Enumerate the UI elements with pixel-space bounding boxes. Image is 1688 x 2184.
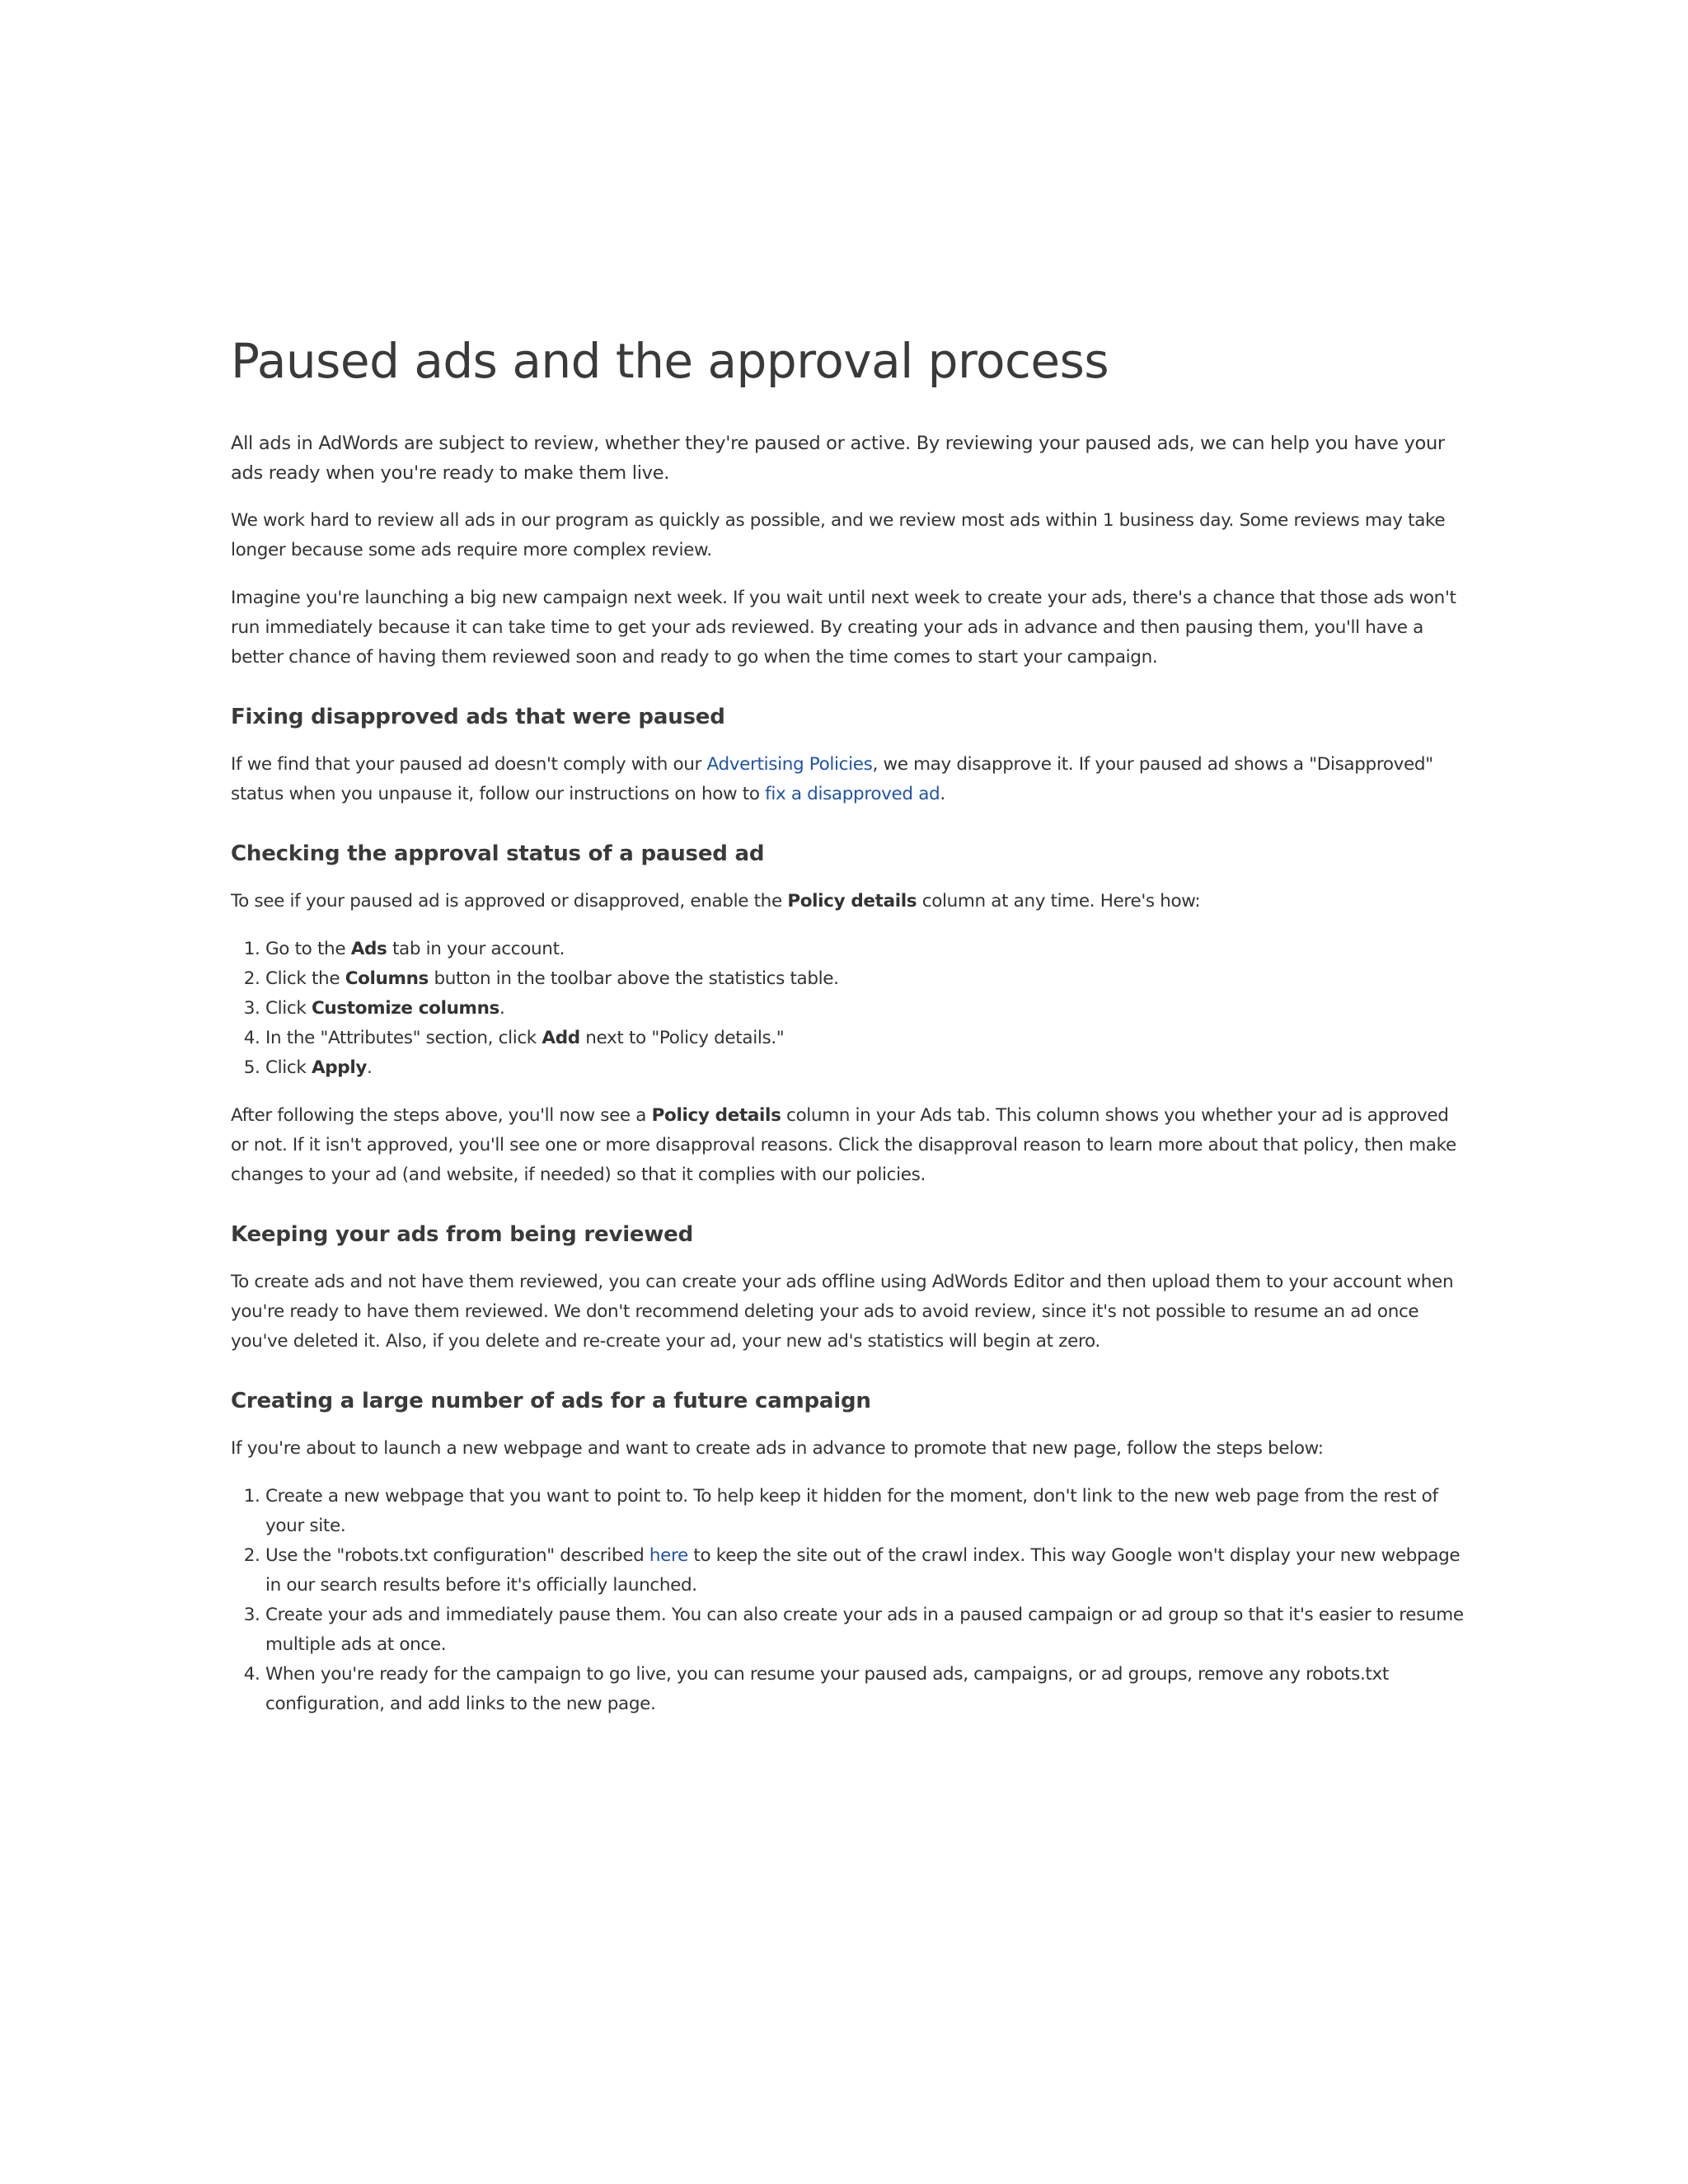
fixing-text-1: If we find that your paused ad doesn't comply with our: [231, 754, 707, 775]
step-text: .: [499, 998, 505, 1019]
advertising-policies-link[interactable]: Advertising Policies: [706, 754, 873, 775]
list-item: [265, 1053, 1467, 1083]
checking-after-text-2: column in your Ads tab. This column shows you whether your ad is approved or not. If it isn't approved, you'll see one or more disapproval reasons. Click the disapproval reason to learn more about that policy, then make changes to your ad (and website, if needed) so that it complies with our policies.: [231, 1105, 1456, 1185]
creating-steps-list: [231, 1482, 1467, 1719]
fix-disapproved-ad-link[interactable]: fix a disapproved ad: [765, 784, 940, 804]
step-text: Click: [265, 1057, 312, 1078]
article: [231, 330, 1467, 1737]
intro-paragraph-2: We work hard to review all ads in our program as quickly as possible, and we review most ads within 1 business day. Some reviews may take longer because some ads require more complex review.: [231, 510, 1446, 560]
step-bold: Add: [542, 1028, 580, 1048]
list-item: [265, 994, 1467, 1024]
heading-keeping-ads: Keeping your ads from being reviewed: [231, 1222, 694, 1247]
fixing-text-2: , we may disapprove it. If your paused ad shows a "Disapproved" status when you unpause it, follow our instructions on how to: [231, 754, 1433, 804]
list-item: [265, 1024, 1467, 1053]
step-text: .: [367, 1057, 373, 1078]
intro-paragraph-1: All ads in AdWords are subject to review, whether they're paused or active. By reviewing your paused ads, we can help you have your ads ready when you're ready to make them live.: [231, 433, 1445, 484]
step-text: to keep the site out of the crawl index. This way Google won't display your new webpage in our search results before it's officially launched.: [265, 1545, 1461, 1596]
keeping-paragraph: To create ads and not have them reviewed, you can create your ads offline using AdWords Editor and then upload them to your account when you're ready to have them reviewed. We don't recommend deleting your ads to avoid review, since it's not possible to resume an ad once you've deleted it. Also, if you delete and re-create your ad, your new ad's statistics will begin at zero.: [231, 1272, 1454, 1352]
step-text: Use the "robots.txt configuration" described: [265, 1545, 649, 1566]
heading-fixing-disapproved: Fixing disapproved ads that were paused: [231, 705, 725, 729]
heading-checking-status: Checking the approval status of a paused ad: [231, 841, 765, 866]
intro-paragraph-3: Imagine you're launching a big new campaign next week. If you wait until next week to create your ads, there's a chance that those ads won't run immediately because it can take time to get your ads reviewed. By creating your ads in advance and then pausing them, you'll have a better chance of having them reviewed soon and ready to go when the time comes to start your campaign.: [231, 588, 1456, 668]
step-text: In the "Attributes" section, click: [265, 1028, 542, 1048]
step-text: button in the toolbar above the statistics table.: [428, 968, 839, 989]
fixing-paragraph: [231, 750, 1467, 809]
checking-intro-text-2: column at any time. Here's how:: [917, 891, 1201, 912]
step-text: Go to the: [265, 939, 351, 959]
page-title: Paused ads and the approval process: [231, 333, 1109, 389]
step-bold: Customize columns: [311, 998, 499, 1019]
heading-creating-ads: Creating a large number of ads for a future campaign: [231, 1389, 871, 1413]
checking-intro-text-1: To see if your paused ad is approved or disapproved, enable the: [231, 891, 788, 912]
checking-steps-list: [231, 935, 1467, 1083]
step-text: tab in your account.: [387, 939, 565, 959]
list-item: [265, 964, 1467, 994]
list-item: [265, 935, 1467, 964]
list-item: 3. Create your ads and immediately pause them. You can also create your ads in a paused campaign or ad group so that it's easier to resume multiple ads at once.: [265, 1601, 1467, 1660]
robots-txt-here-link[interactable]: here: [649, 1545, 688, 1566]
checking-after-text-1: After following the steps above, you'll now see a: [231, 1105, 652, 1126]
step-text: Click: [265, 998, 312, 1019]
step-bold: Columns: [345, 968, 429, 989]
list-item: 1. Create a new webpage that you want to point to. To help keep it hidden for the moment, don't link to the new web page from the rest of your site.: [265, 1482, 1467, 1541]
policy-details-bold: Policy details: [787, 891, 917, 912]
step-bold: Apply: [311, 1057, 368, 1078]
step-text: Click the: [265, 968, 345, 989]
checking-after-paragraph: [231, 1101, 1467, 1190]
checking-intro: [231, 887, 1467, 916]
fixing-text-3: .: [940, 784, 945, 804]
policy-details-bold: Policy details: [651, 1105, 781, 1126]
step-text: next to "Policy details.": [579, 1028, 785, 1048]
list-item: [265, 1541, 1467, 1601]
step-bold: Ads: [350, 939, 387, 959]
creating-intro: If you're about to launch a new webpage and want to create ads in advance to promote that new page, follow the steps below:: [231, 1438, 1324, 1459]
list-item: 4. When you're ready for the campaign to go live, you can resume your paused ads, campaigns, or ad groups, remove any robots.txt configuration, and add links to the new page.: [265, 1660, 1467, 1719]
